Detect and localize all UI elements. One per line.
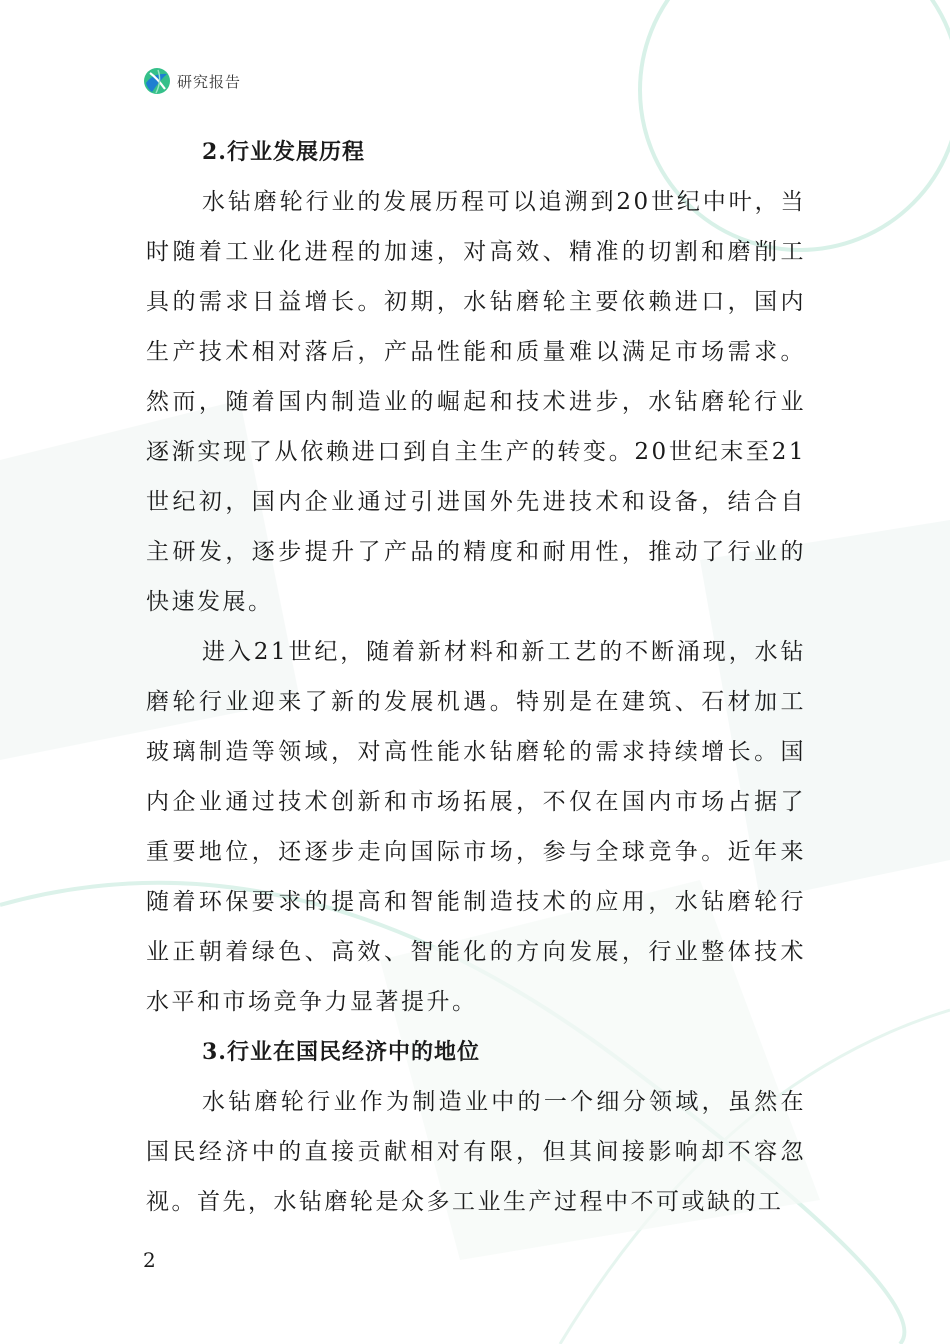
document-header xyxy=(143,66,241,96)
body-paragraph: 水钻磨轮行业的发展历程可以追溯到20世纪中叶，当时随着工业化进程的加速，对高效、精准的切割和磨削工具的需求日益增长。初期，水钻磨轮主要依赖进口，国内生产技术相对落后，产品性能和质量难以满足市场需求。然而，随着国内制造业的崛起和技术进步，水钻磨轮行业逐渐实现了从依赖进口到自主生产的转变。20世纪末至21世纪初，国内企业通过引进国外先进技术和设备，结合自主研发，逐步提升了产品的精度和耐用性，推动了行业的快速发展。 xyxy=(146,189,806,615)
body-paragraph: 进入21世纪，随着新材料和新工艺的不断涌现，水钻磨轮行业迎来了新的发展机遇。特别是在建筑、石材加工玻璃制造等领域，对高性能水钻磨轮的需求持续增长。国内企业通过技术创新和市场拓展，不仅在国内市场占据了重要地位，还逐步走向国际市场，参与全球竞争。近年来随着环保要求的提高和智能制造技术的应用，水钻磨轮行业正朝着绿色、高效、智能化的方向发展，行业整体技术水平和市场竞争力显著提升。 xyxy=(146,639,806,1015)
header-title: 研究报告 xyxy=(177,72,242,91)
body-paragraph: 水钻磨轮行业作为制造业中的一个细分领域，虽然在国民经济中的直接贡献相对有限，但其间接影响却不容忽视。首先，水钻磨轮是众多工业生产过程中不可或缺的工 xyxy=(146,1089,806,1215)
globe-logo-icon xyxy=(143,67,171,95)
page-number: 2 xyxy=(143,1248,156,1272)
section-heading: 3.行业在国民经济中的地位 xyxy=(202,1039,480,1065)
section-heading: 2.行业发展历程 xyxy=(202,139,365,165)
document-body xyxy=(146,127,806,1227)
